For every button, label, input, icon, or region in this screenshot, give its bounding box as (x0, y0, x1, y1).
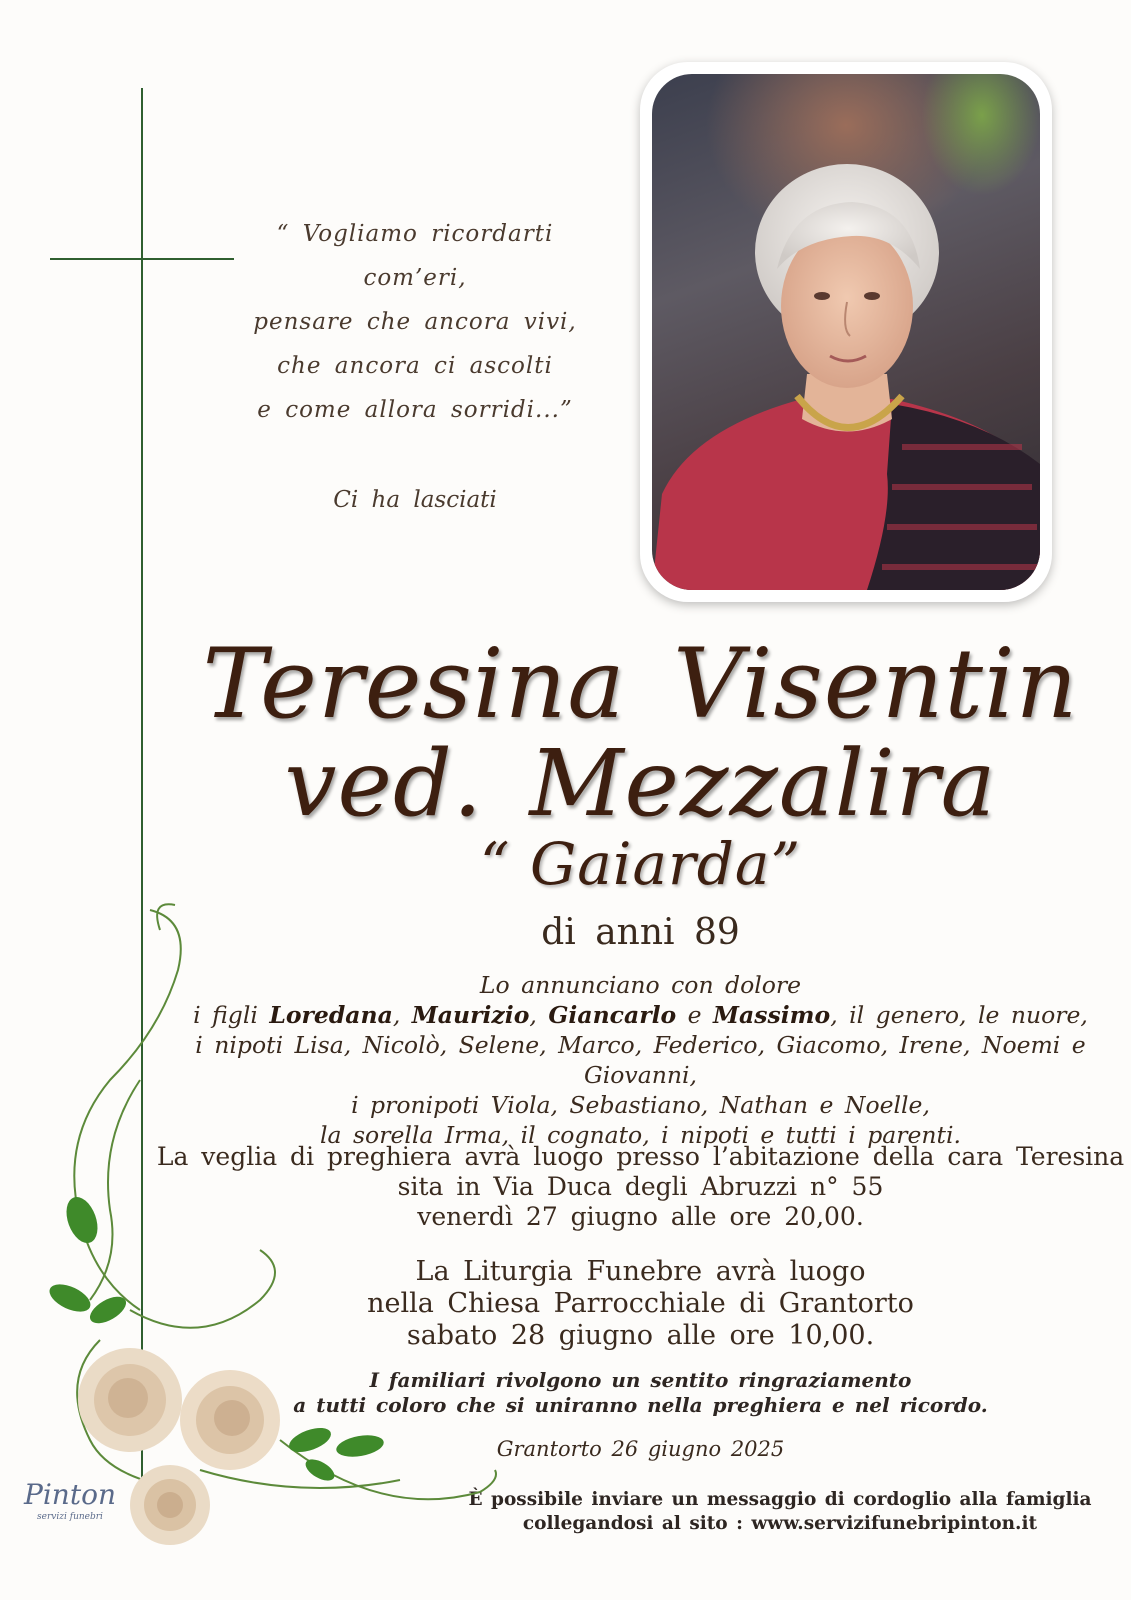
intro-text: Ci ha lasciati (333, 487, 497, 513)
portrait-photo (652, 74, 1040, 590)
announcement-line: la sorella Irma, il cognato, i nipoti e tutti i parenti. (320, 1121, 961, 1149)
pinton-logo (22, 1475, 118, 1527)
logo-tagline: servizi funebri (37, 1512, 103, 1522)
separator: , (392, 1001, 412, 1029)
deceased-married-name: ved. Mezzalira (284, 730, 997, 837)
separator: e (676, 1001, 714, 1029)
logo-name: Pinton (24, 1478, 116, 1511)
place-date: Grantorto 26 giugno 2025 (496, 1437, 785, 1461)
quote-line: che ancora ci ascolti (277, 353, 553, 379)
portrait-frame (640, 62, 1052, 602)
vigil-line: La veglia di preghiera avrà luogo presso l’abitazione della cara Teresina (156, 1142, 1125, 1171)
announcement-line: i nipoti Lisa, Nicolò, Selene, Marco, Federico, Giacomo, Irene, Noemi e Giovanni, (195, 1031, 1086, 1089)
memorial-quote (230, 212, 600, 432)
cross-horizontal (50, 258, 234, 260)
condolence-message (430, 1488, 1130, 1536)
vigil-line: venerdì 27 giugno alle ore 20,00. (417, 1202, 864, 1231)
children-prefix: i figli (193, 1001, 270, 1029)
quote-line: pensare che ancora vivi, (253, 309, 577, 335)
thanks-line: a tutti coloro che si uniranno nella preghiera e nel ricordo. (293, 1393, 988, 1417)
announcement-line: Lo annunciano con dolore (479, 971, 802, 999)
child-name: Loredana (269, 1001, 393, 1029)
liturgy-line: La Liturgia Funebre avrà luogo (415, 1256, 866, 1287)
liturgy-line: sabato 28 giugno alle ore 10,00. (406, 1320, 875, 1351)
message-line-website[interactable]: collegandosi al sito : www.servizifunebripinton.it (522, 1513, 1038, 1534)
message-line: È possibile inviare un messaggio di cordoglio alla famiglia (468, 1489, 1092, 1510)
vigil-line: sita in Via Duca degli Abruzzi n° 55 (397, 1172, 884, 1201)
announcement-line: i pronipoti Viola, Sebastiano, Nathan e Noelle, (351, 1091, 930, 1119)
children-suffix: , il genero, le nuore, (830, 1001, 1088, 1029)
quote-line: e come allora sorridi...” (257, 397, 573, 423)
deceased-name: Teresina Visentin (202, 628, 1079, 740)
child-name: Maurizio (411, 1001, 530, 1029)
portrait-illustration (652, 74, 1040, 590)
deceased-nickname: “ Gaiarda” (479, 830, 802, 898)
quote-line: “ Vogliamo ricordarti com’eri, (276, 221, 554, 291)
liturgy-line: nella Chiesa Parrocchiale di Grantorto (367, 1288, 914, 1319)
child-name: Massimo (713, 1001, 831, 1029)
deceased-age: di anni 89 (541, 912, 740, 953)
thanks-line: I familiari rivolgono un sentito ringraziamento (369, 1368, 912, 1392)
separator: , (529, 1001, 549, 1029)
child-name: Giancarlo (548, 1001, 677, 1029)
